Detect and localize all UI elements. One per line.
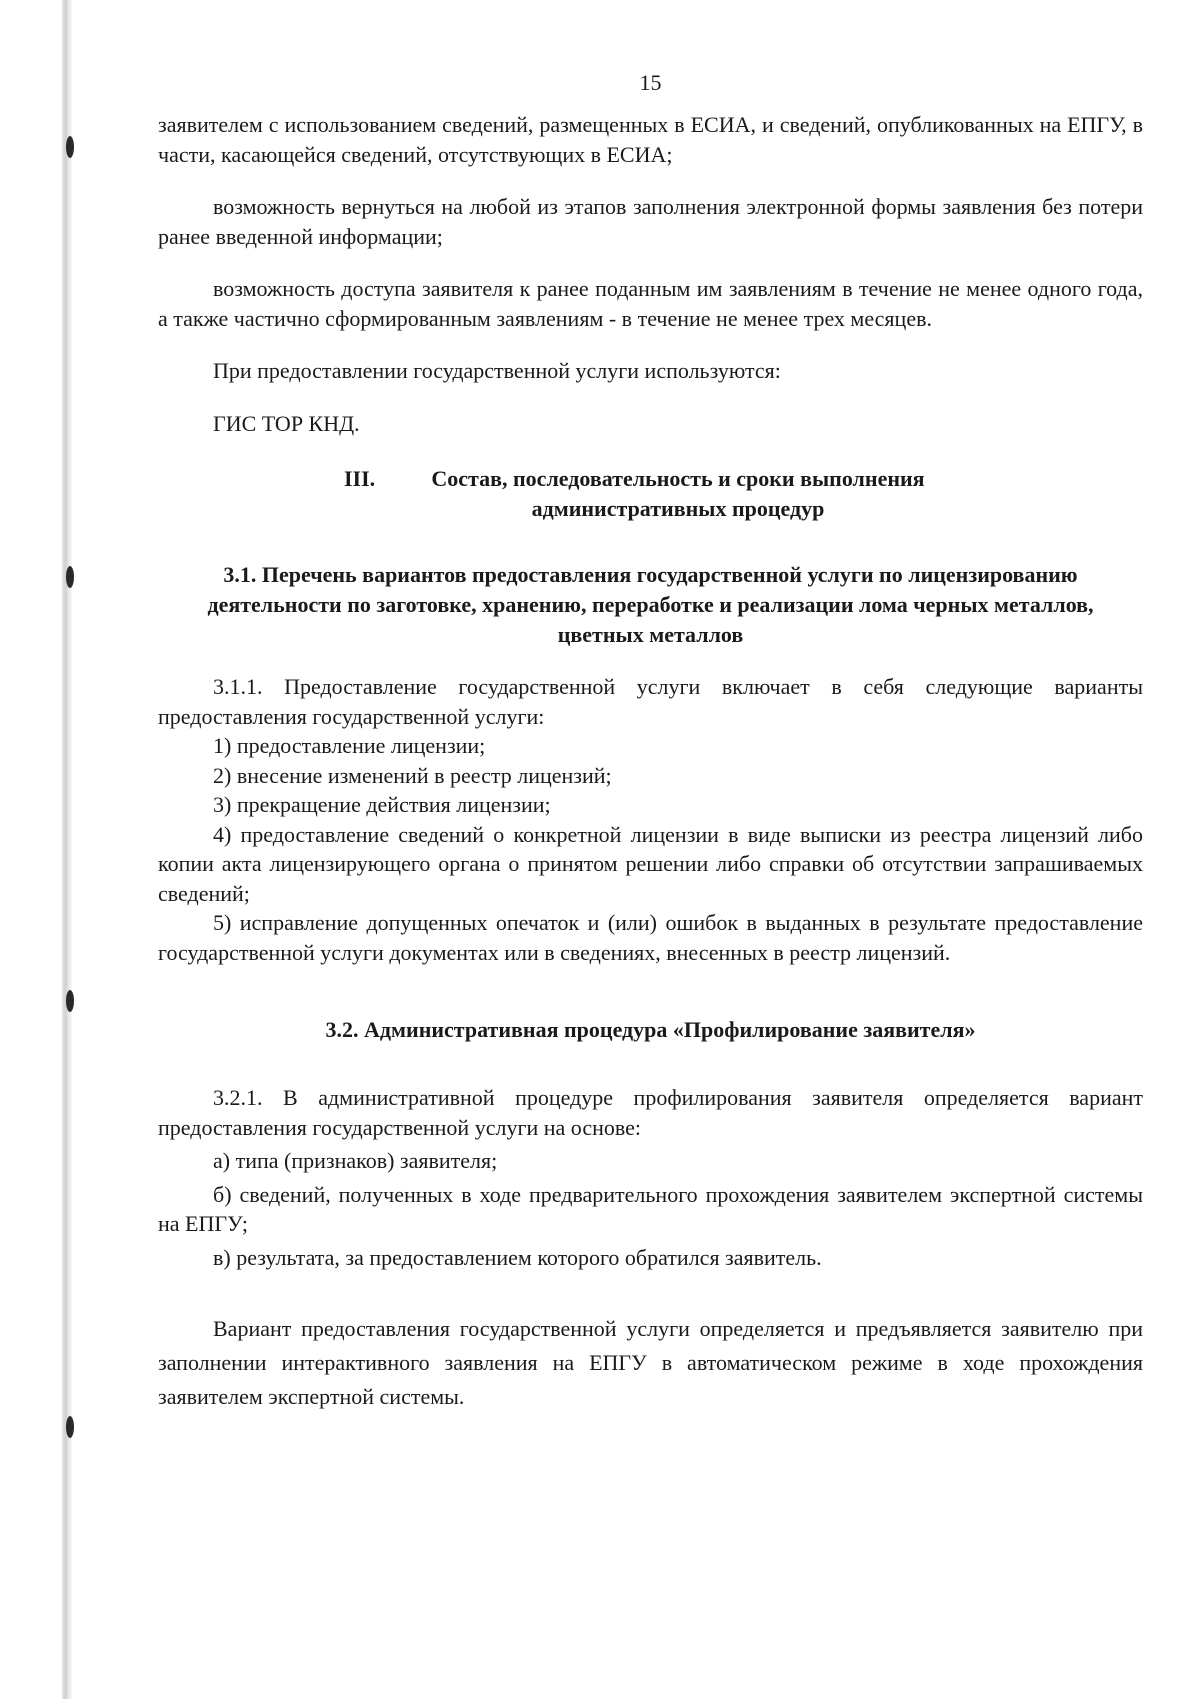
list-item: 4) предоставление сведений о конкретной лицензии в виде выписки из реестра лицензий либо копии акта лицензирующего органа о принятом решении либо справки об отсутствии запрашиваемых сведений; xyxy=(158,821,1143,906)
list-item: 3) прекращение действия лицензии; xyxy=(213,792,551,817)
list-item: в) результата, за предоставлением которого обратился заявитель. xyxy=(213,1244,822,1270)
list-item: 5) исправление допущенных опечаток и (или) ошибок в выданных в результате предоставление государственной услуги документах или в сведениях, внесенных в реестр лицензий. xyxy=(158,910,1143,965)
paragraph: возможность доступа заявителя к ранее поданным им заявлениям в течение не менее одного года, а также частично сформированным заявлениям - в течение не менее трех месяцев. xyxy=(158,276,1143,331)
list-item: 1) предоставление лицензии; xyxy=(213,733,486,758)
punch-hole-mark xyxy=(66,1416,74,1438)
chapter-title-line: Состав, последовательность и сроки выполнения xyxy=(431,466,925,491)
chapter-number: III. xyxy=(344,466,376,491)
chapter-title-line: административных процедур xyxy=(531,496,825,521)
paragraph: Вариант предоставления государственной услуги определяется и предъявляется заявителю при заполнении интерактивного заявления на ЕПГУ в автоматическом режиме в ходе прохождения заявителем экспертной системы. xyxy=(158,1316,1143,1409)
scan-binding-edge xyxy=(62,0,72,1699)
paragraph: заявителем с использованием сведений, размещенных в ЕСИА, и сведений, опубликованных на ЕПГУ, в части, касающейся сведений, отсутствующих в ЕСИА; xyxy=(158,112,1143,167)
section-heading: 3.1. Перечень вариантов предоставления государственной услуги по лицензированию деятельности по заготовке, хранению, переработке и реализации лома черных металлов, цветных металлов xyxy=(207,562,1094,647)
section-heading: 3.2. Административная процедура «Профилирование заявителя» xyxy=(325,1017,976,1042)
list-item: а) типа (признаков) заявителя; xyxy=(213,1148,498,1173)
chapter-heading xyxy=(158,464,1143,524)
paragraph: 3.1.1. Предоставление государственной услуги включает в себя следующие варианты предоставления государственной услуги: xyxy=(158,674,1143,729)
document-body xyxy=(158,68,1143,1414)
paragraph: При предоставлении государственной услуги используются: xyxy=(213,358,781,383)
list-item: б) сведений, полученных в ходе предварительного прохождения заявителем экспертной системы на ЕПГУ; xyxy=(158,1181,1143,1236)
list-item: 2) внесение изменений в реестр лицензий; xyxy=(213,762,612,788)
punch-hole-mark xyxy=(66,136,74,158)
paragraph: возможность вернуться на любой из этапов заполнения электронной формы заявления без потери ранее введенной информации; xyxy=(158,194,1143,249)
paragraph: ГИС ТОР КНД. xyxy=(213,410,360,436)
page-number: 15 xyxy=(639,70,662,95)
punch-hole-mark xyxy=(66,566,74,588)
punch-hole-mark xyxy=(66,990,74,1012)
paragraph: 3.2.1. В административной процедуре профилирования заявителя определяется вариант предоставления государственной услуги на основе: xyxy=(158,1085,1143,1140)
